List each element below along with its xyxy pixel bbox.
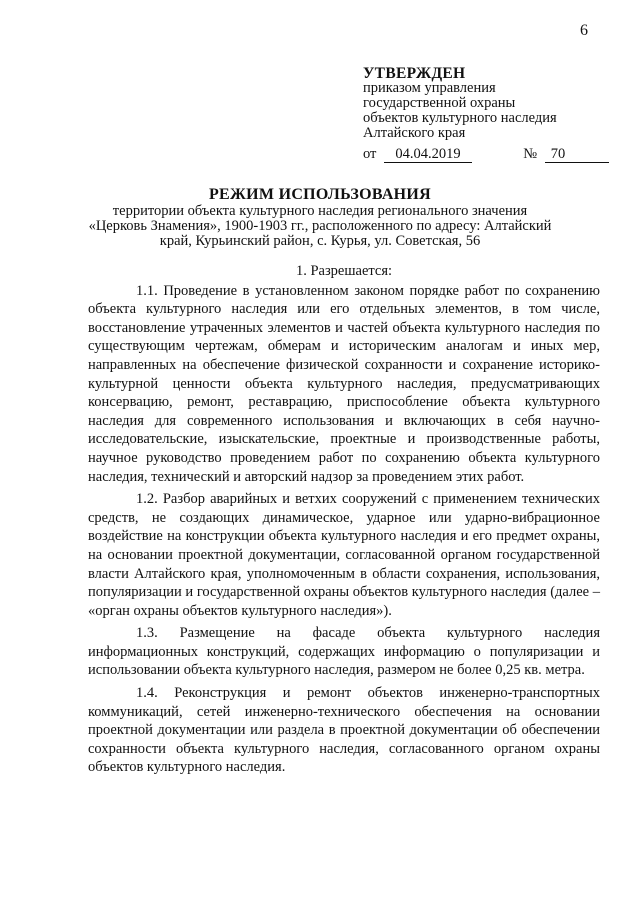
- approval-line: объектов культурного наследия: [363, 110, 557, 126]
- approval-line: приказом управления: [363, 80, 496, 96]
- page-number: 6: [580, 22, 588, 39]
- approval-line: государственной охраны: [363, 95, 516, 111]
- paragraph: 1.4. Реконструкция и ремонт объектов инженерно-транспортных коммуникаций, сетей инженерно-технического обеспечения на основании проектной документации или раздела в проектной документации об обеспечении сохранности объекта культурного наследия, согласованного органом охраны объектов культурного наследия.: [88, 685, 600, 776]
- title-main: РЕЖИМ ИСПОЛЬЗОВАНИЯ: [208, 186, 432, 203]
- paragraph: 1.3. Размещение на фасаде объекта культурного наследия информационных конструкций, содержащих информацию о популяризации и использовании объекта культурного наследия, размером не более 0,25 кв. метра.: [88, 625, 600, 679]
- approval-stamp: [363, 66, 613, 163]
- title-subtitle: территории объекта культурного наследия регионального значения «Церковь Знамения», 1900-1903 гг., расположенного по адресу: Алтайский край, Курьинский район, с. Курья, ул. Советская, 56: [88, 203, 552, 249]
- document-title: [0, 186, 640, 249]
- date-prefix: от: [363, 146, 377, 162]
- paragraph: 1.2. Разбор аварийных и ветхих сооружений с применением технических средств, не создающих динамическое, ударное или ударно-вибрационное воздействие на конструкции объекта культурного наследия и его предмет охраны, на основании проектной документации, согласованной органом государственной власти Алтайского края, уполномоченным в области сохранения, использования, популяризации и государственной охраны объектов культурного наследия (далее – «орган охраны объектов культурного наследия»).: [88, 491, 600, 619]
- approval-date-line: [363, 147, 613, 163]
- approval-heading: УТВЕРЖДЕН: [363, 65, 466, 82]
- paragraph: 1.1. Проведение в установленном законом порядке работ по сохранению объекта культурного наследия или его отдельных элементов, в том числе, восстановление утраченных элементов и частей объекта культурного наследия по существующим чертежам, обмерам и историческим аналогам и иных мер, направленных на обеспечение физической сохранности и сохранение историко-культурной ценности объекта культурного наследия, предусматривающих консервацию, ремонт, реставрацию, приспособление объекта культурного наследия для современного использования и включающих в себя научно-исследовательские, изыскательские, проектные и производственные работы, научное руководство проведением работ по сохранению объекта культурного наследия, технический и авторский надзор за проведением этих работ.: [88, 282, 600, 485]
- document-body: [88, 262, 600, 781]
- number-prefix: №: [523, 146, 538, 162]
- approval-line: Алтайского края: [363, 125, 466, 141]
- section-heading: 1. Разрешается:: [295, 263, 393, 279]
- order-number: 70: [545, 147, 609, 163]
- order-date: 04.04.2019: [384, 147, 472, 163]
